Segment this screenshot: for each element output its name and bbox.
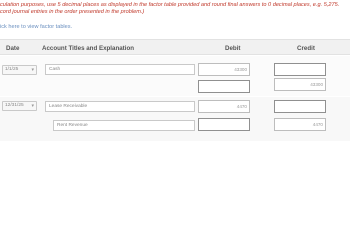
date-select-entry-3[interactable] [2, 101, 37, 111]
credit-input-entry-4[interactable]: 4470 [274, 118, 326, 131]
date-select-entry-1[interactable] [2, 65, 37, 75]
header-date: Date [6, 45, 20, 52]
debit-input-entry-2[interactable] [198, 80, 250, 93]
debit-input-entry-4[interactable] [198, 118, 250, 131]
date-value: 12/31/25 [5, 103, 24, 108]
header-credit: Credit [297, 45, 315, 52]
chevron-down-icon: ▾ [31, 103, 34, 109]
account-input-entry-4[interactable]: Rent Revenue [53, 120, 195, 131]
date-value: 1/1/25 [5, 67, 19, 72]
debit-input-entry-3[interactable]: 4470 [198, 100, 250, 113]
header-account-titles: Account Titles and Explanation [42, 45, 135, 52]
credit-input-entry-3[interactable] [274, 100, 326, 113]
chevron-down-icon: ▾ [31, 67, 34, 73]
account-input-entry-3[interactable]: Lease Receivable [45, 101, 195, 112]
credit-input-entry-2[interactable]: 43300 [274, 78, 326, 91]
account-input-entry-1[interactable]: Cash [45, 64, 195, 75]
factor-tables-link[interactable]: ick here to view factor tables. [0, 24, 73, 30]
instruction-text-line-1: culation purposes, use 5 decimal places as displayed in the factor table provided and round final answers to 0 decimal places, e.g. 5,275. [0, 2, 340, 8]
debit-input-entry-1[interactable]: 43300 [198, 63, 250, 76]
credit-input-entry-1[interactable] [274, 63, 326, 76]
instruction-text-line-2: cord journal entries in the order presented in the problem.) [0, 9, 145, 15]
header-debit: Debit [225, 45, 241, 52]
